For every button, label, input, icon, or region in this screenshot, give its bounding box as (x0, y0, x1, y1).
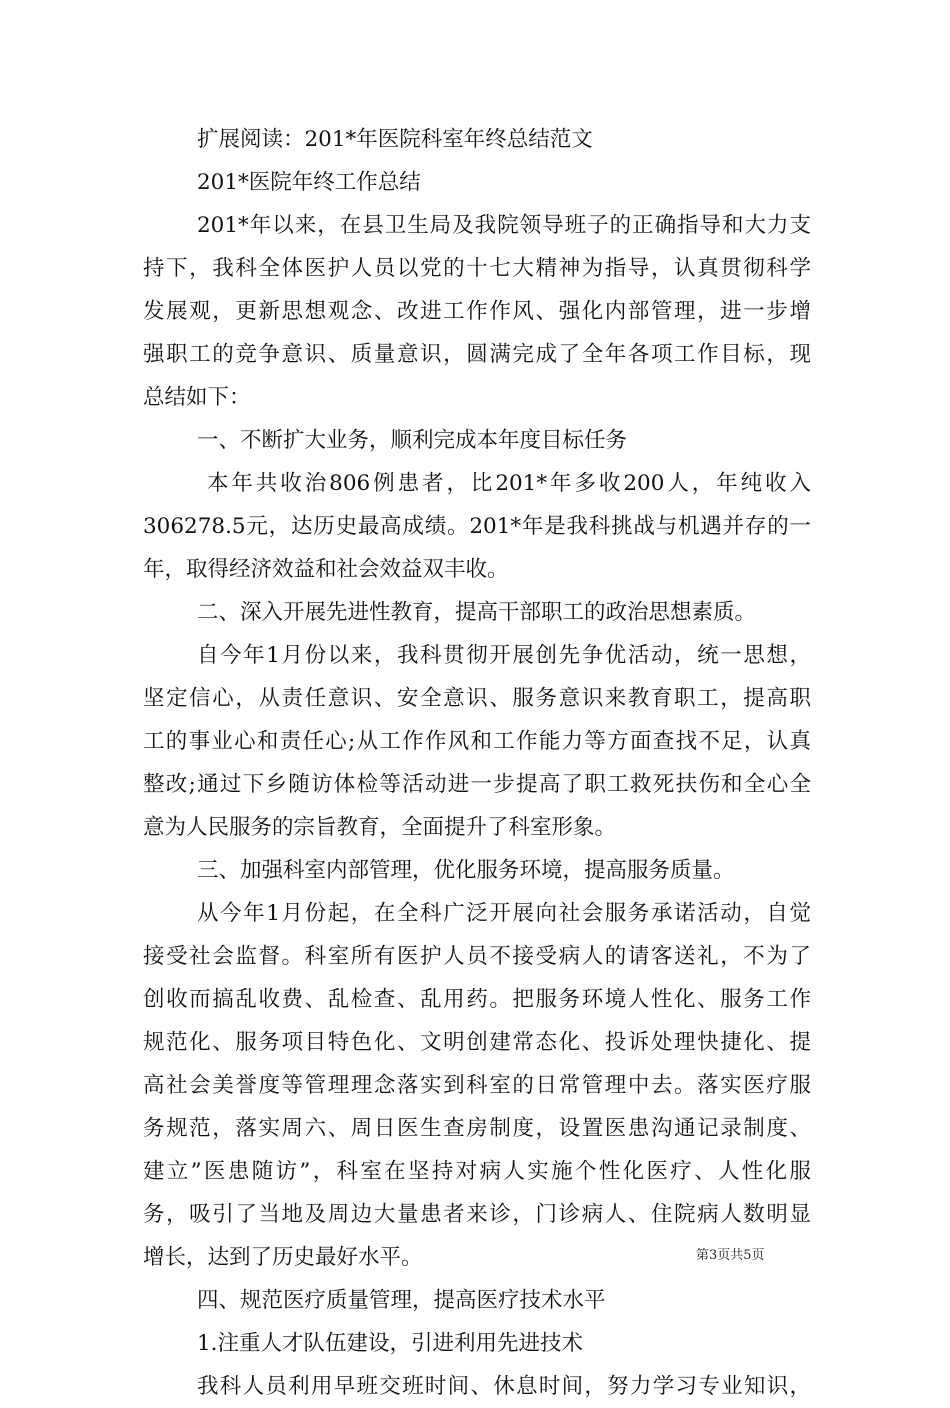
section-heading-4: 四、规范医疗质量管理，提高医疗技术水平 (197, 1288, 606, 1313)
paragraph-line: 本年共收治806例患者，比201*年多收200人，年纯收入 (207, 471, 811, 496)
paragraph-line: 总结如下： (143, 385, 251, 410)
paragraph-line: 201*年以来，在县卫生局及我院领导班子的正确指导和大力支 (197, 213, 811, 238)
section-heading-1: 一、不断扩大业务，顺利完成本年度目标任务 (197, 428, 628, 453)
subsection-heading-1: 1.注重人才队伍建设，引进利用先进技术 (197, 1331, 584, 1356)
paragraph-line: 发展观，更新思想观念、改进工作作风、强化内部管理，进一步增 (143, 299, 811, 324)
paragraph-line: 整改;通过下乡随访体检等活动进一步提高了职工救死扶伤和全心全 (143, 772, 811, 797)
paragraph-line: 建立”医患随访”，科室在坚持对病人实施个性化医疗、人性化服 (143, 1159, 811, 1184)
section-heading-3: 三、加强科室内部管理，优化服务环境，提高服务质量。 (197, 858, 735, 883)
paragraph-line: 从今年1月份起，在全科广泛开展向社会服务承诺活动，自觉 (197, 901, 811, 926)
paragraph-line: 自今年1月份以来，我科贯彻开展创先争优活动，统一思想， (197, 643, 811, 668)
paragraph-line: 务，吸引了当地及周边大量患者来诊，门诊病人、住院病人数明显 (143, 1202, 811, 1227)
paragraph-line: 持下，我科全体医护人员以党的十七大精神为指导，认真贯彻科学 (143, 256, 811, 281)
paragraph-line: 306278.5元，达历史最高成绩。201*年是我科挑战与机遇并存的一 (143, 514, 811, 539)
paragraph-line: 年，取得经济效益和社会效益双丰收。 (143, 557, 509, 582)
page-number: 第3页共5页 (696, 1248, 765, 1263)
paragraph-line: 增长，达到了历史最好水平。 (143, 1245, 423, 1270)
body-text (143, 118, 811, 1408)
paragraph-line: 创收而搞乱收费、乱检查、乱用药。把服务环境人性化、服务工作 (143, 987, 811, 1012)
paragraph-line: 务规范，落实周六、周日医生查房制度，设置医患沟通记录制度、 (143, 1116, 811, 1141)
paragraph-line: 规范化、服务项目特色化、文明创建常态化、投诉处理快捷化、提 (143, 1030, 811, 1055)
paragraph-line: 我科人员利用早班交班时间、休息时间，努力学习专业知识， (197, 1374, 811, 1399)
paragraph-line: 工的事业心和责任心;从工作作风和工作能力等方面查找不足，认真 (143, 729, 811, 754)
paragraph-line: 高社会美誉度等管理理念落实到科室的日常管理中去。落实医疗服 (143, 1073, 811, 1098)
paragraph-line: 接受社会监督。科室所有医护人员不接受病人的请客送礼，不为了 (143, 944, 811, 969)
extended-reading-title: 扩展阅读：201*年医院科室年终总结范文 (197, 127, 593, 152)
section-heading-2: 二、深入开展先进性教育，提高干部职工的政治思想素质。 (197, 600, 757, 625)
paragraph-line: 意为人民服务的宗旨教育，全面提升了科室形象。 (143, 815, 617, 840)
paragraph-line: 强职工的竞争意识、质量意识，圆满完成了全年各项工作目标，现 (143, 342, 811, 367)
summary-title: 201*医院年终工作总结 (197, 170, 421, 195)
paragraph-line: 坚定信心，从责任意识、安全意识、服务意识来教育职工，提高职 (143, 686, 811, 711)
